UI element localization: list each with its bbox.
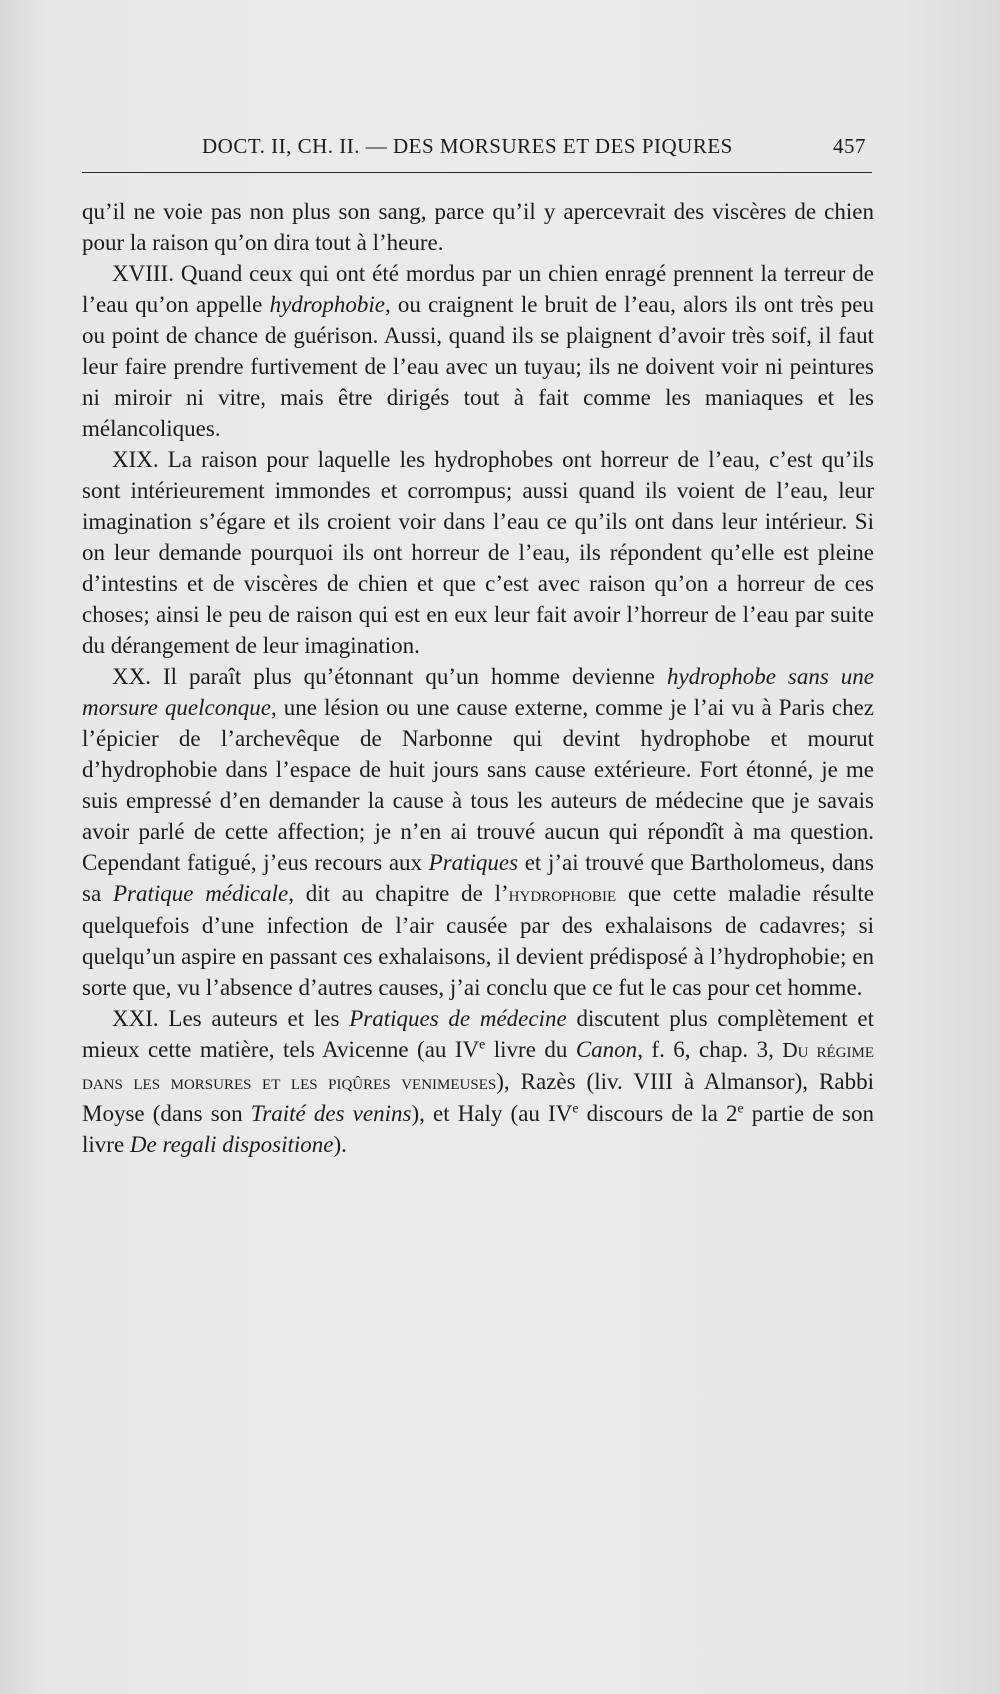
paragraph-continuation: qu’il ne voie pas non plus son sang, parce qu’il y apercevrait des viscères de chien pour la raison qu’on dira tout à l’heure. xyxy=(82,199,874,255)
header-rule xyxy=(82,172,872,173)
section-number: XXI. xyxy=(112,1006,159,1031)
paragraph-xxi: XXI. Les auteurs et les Pratiques de médecine discutent plus complètement et mieux cette matière, tels Avicenne (au IVe livre du Canon, f. 6, chap. 3, Du régime dans les morsures et les piqûres venimeuses), Razès (liv. VIII à Almansor), Rabbi Moyse (dans son Traité des venins), et Haly (au IVe discours de la 2e partie de son livre De regali dispositione). xyxy=(82,1006,874,1157)
paragraph-xx: XX. Il paraît plus qu’étonnant qu’un homme devienne hydrophobe sans une morsure quelconque, une lésion ou une cause externe, comme je l’ai vu à Paris chez l’épicier de l’archevêque de Narbonne qui devint hydrophobe et mourut d’hydrophobie dans l’espace de huit jours sans cause extérieure. Fort étonné, je me suis empressé d’en demander la cause à tous les auteurs de médecine que je savais avoir parlé de cette affection; je n’en ai trouvé aucun qui répondît à ma question. Cependant fatigué, j’eus recours aux Pratiques et j’ai trouvé que Bartholomeus, dans sa Pratique médicale, dit au chapitre de l’hydrophobie que cette maladie résulte quelquefois d’une infection de l’air causée par des exhalaisons de cadavres; si quelqu’un aspire en passant ces exhalaisons, il devient prédisposé à l’hydrophobie; en sorte que, vu l’absence d’autres causes, j’ai conclu que ce fut le cas pour cet homme. xyxy=(82,664,874,1000)
paragraph-xviii: XVIII. Quand ceux qui ont été mordus par un chien enragé prennent la terreur de l’eau qu’on appelle hydrophobie, ou craignent le bruit de l’eau, alors ils ont très peu ou point de chance de guérison. Aussi, quand ils se plaignent d’avoir très soif, il faut leur faire prendre furtivement de l’eau avec un tuyau; ils ne doivent voir ni peintures ni miroir ni vitre, mais être dirigés tout à fait comme les maniaques et les mélancoliques. xyxy=(82,261,874,441)
paragraph-xix: XIX. La raison pour laquelle les hydrophobes ont horreur de l’eau, c’est qu’ils sont intérieurement immondes et corrompus; aussi quand ils voient de l’eau, leur imagination s’égare et ils croient voir dans l’eau ce qu’ils ont dans leur intérieur. Si on leur demande pourquoi ils ont horreur de l’eau, ils répondent qu’elle est pleine d’intestins et de viscères de chien et que c’est avec raison qu’on a horreur de ces choses; ainsi le peu de raison qui est en eux leur fait avoir l’horreur de l’eau par suite du dérangement de leur imagination. xyxy=(82,447,874,658)
running-title: DOCT. II, CH. II. — DES MORSURES ET DES PIQURES xyxy=(202,134,733,158)
body-text xyxy=(82,196,874,1160)
section-number: XVIII. xyxy=(112,261,174,286)
section-number: XIX. xyxy=(112,447,159,472)
section-number: XX. xyxy=(112,664,151,689)
page-number: 457 xyxy=(833,134,866,158)
running-head xyxy=(82,132,872,162)
